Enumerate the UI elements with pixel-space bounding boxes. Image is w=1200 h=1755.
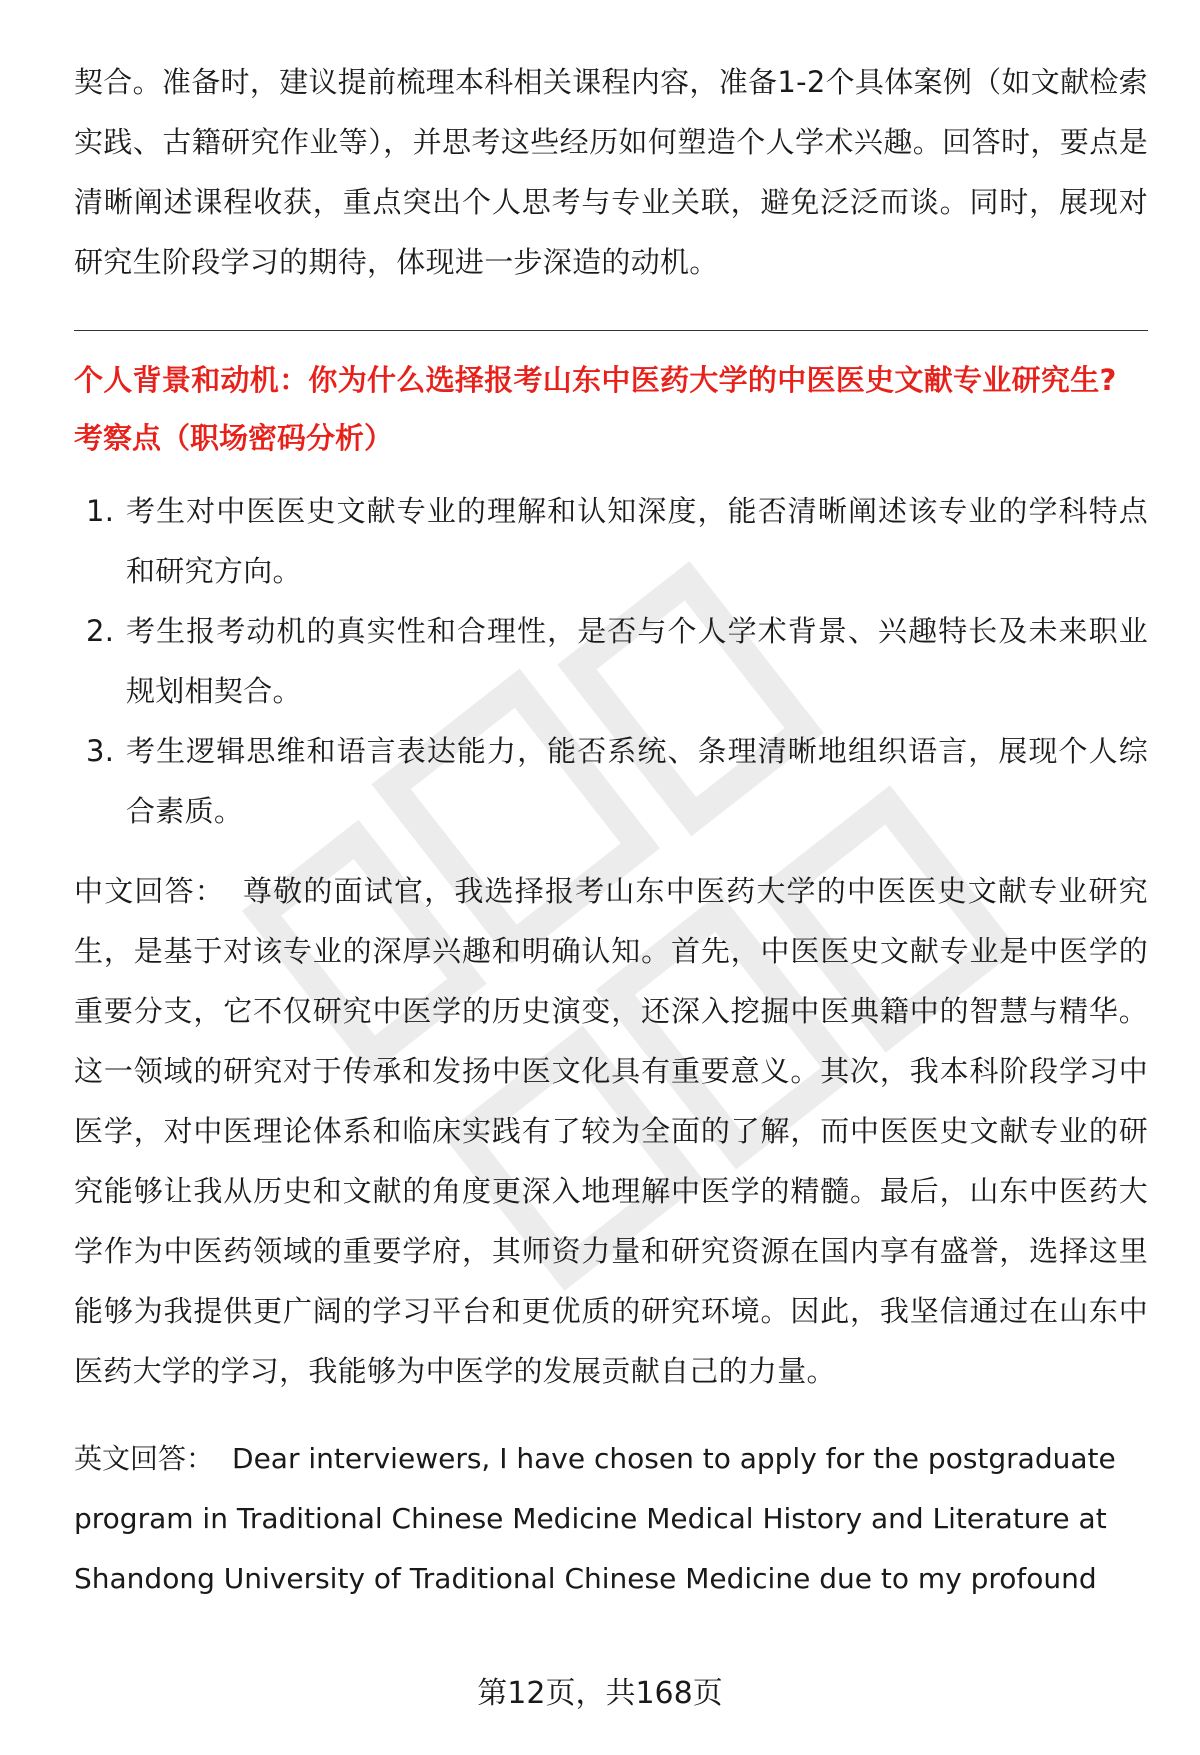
list-item (74, 481, 1148, 601)
chinese-answer-label: 中文回答： (74, 874, 225, 908)
english-answer-text: Dear interviewers, I have chosen to apply for the postgraduate program in Traditional Chinese Medicine Medical History and Literature at Shandong University of Traditional Chinese Medicine due to my profound (74, 1442, 1116, 1595)
list-item (74, 721, 1148, 841)
list-item-number: 2. (86, 614, 115, 648)
assessment-points-list (74, 481, 1148, 841)
list-item (74, 601, 1148, 721)
assessment-subheading: 考察点（职场密码分析） (74, 421, 394, 455)
list-item-number: 1. (86, 494, 115, 528)
top-paragraph: 契合。准备时，建议提前梳理本科相关课程内容，准备1-2个具体案例（如文献检索实践、古籍研究作业等），并思考这些经历如何塑造个人学术兴趣。回答时，要点是清晰阐述课程收获，重点突出个人思考与专业关联，避免泛泛而谈。同时，展现对研究生阶段学习的期待，体现进一步深造的动机。 (74, 65, 1148, 279)
english-answer (74, 1429, 1148, 1609)
question-heading: 个人背景和动机：你为什么选择报考山东中医药大学的中医医史文献专业研究生? (74, 363, 1117, 397)
english-answer-label: 英文回答： (74, 1442, 215, 1475)
list-item-number: 3. (86, 734, 115, 768)
list-item-text: 考生对中医医史文献专业的理解和认知深度，能否清晰阐述该专业的学科特点和研究方向。 (126, 494, 1148, 588)
page-number-footer: 第12页，共168页 (477, 1676, 723, 1711)
list-item-text: 考生报考动机的真实性和合理性，是否与个人学术背景、兴趣特长及未来职业规划相契合。 (126, 614, 1148, 708)
section-divider (74, 330, 1148, 331)
list-item-text: 考生逻辑思维和语言表达能力，能否系统、条理清晰地组织语言，展现个人综合素质。 (126, 734, 1148, 828)
chinese-answer (74, 861, 1148, 1401)
document-content (74, 52, 1148, 1609)
chinese-answer-text: 尊敬的面试官，我选择报考山东中医药大学的中医医史文献专业研究生，是基于对该专业的深厚兴趣和明确认知。首先，中医医史文献专业是中医学的重要分支，它不仅研究中医学的历史演变，还深入挖掘中医典籍中的智慧与精华。这一领域的研究对于传承和发扬中医文化具有重要意义。其次，我本科阶段学习中医学，对中医理论体系和临床实践有了较为全面的了解，而中医医史文献专业的研究能够让我从历史和文献的角度更深入地理解中医学的精髓。最后，山东中医药大学作为中医药领域的重要学府，其师资力量和研究资源在国内享有盛誉，选择这里能够为我提供更广阔的学习平台和更优质的研究环境。因此，我坚信通过在山东中医药大学的学习，我能够为中医学的发展贡献自己的力量。 (74, 874, 1148, 1388)
